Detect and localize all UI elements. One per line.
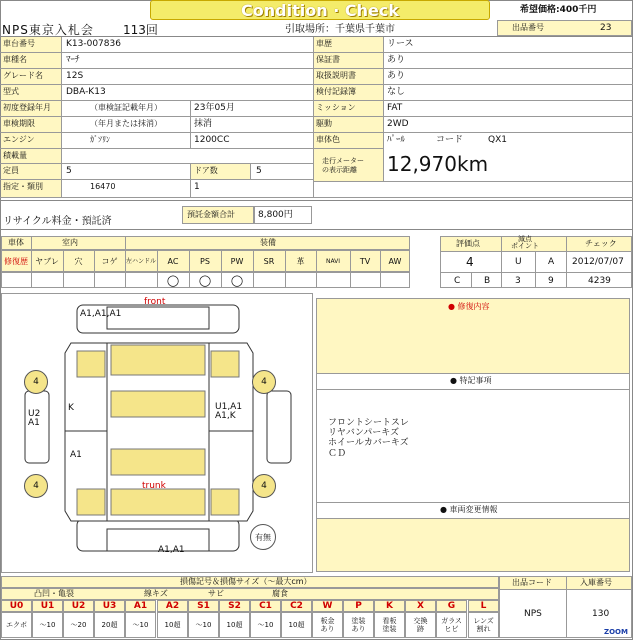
equipment-item: コゲ: [101, 256, 118, 266]
spec-label: 型式: [3, 87, 19, 96]
legend-group-scratch: 線キズ: [144, 589, 168, 598]
check-number: 4239: [588, 276, 611, 286]
spec-label: 初度登録年月: [3, 103, 51, 112]
door-value: 5: [256, 166, 262, 176]
legend-code: K: [374, 600, 405, 612]
spec-value2: 23年05月: [194, 103, 235, 113]
legend-code: U2: [63, 600, 94, 612]
equipment-item: 左ハンドル: [125, 257, 156, 265]
change-header: ● 車両変更情報: [440, 505, 498, 514]
mileage-label: 走行メーター の表示距離: [322, 157, 364, 174]
special-header: ● 特記事項: [450, 376, 492, 385]
equipment-mark: [1, 273, 31, 287]
repair-header: ● 修復内容: [448, 302, 490, 311]
zoom-link[interactable]: ZOOM: [604, 628, 628, 636]
legend-code: U3: [94, 600, 125, 612]
mark-k-left: K: [68, 403, 74, 413]
equipment-mark: ◯: [198, 273, 212, 287]
spec-right-label: 検付記録簿: [316, 87, 356, 96]
panel-rl: [77, 489, 105, 515]
spec-right-label: 車体色: [316, 135, 340, 144]
equipment-item: 革: [296, 256, 305, 266]
panel-fr: [211, 351, 239, 377]
intake-label: 入庫番号: [580, 578, 612, 587]
auction-name: NPS東京入札会: [2, 23, 94, 37]
legend-code: U1: [32, 600, 63, 612]
panel-rr: [211, 489, 239, 515]
equipment-item: PS: [200, 256, 210, 266]
recycle-label: リサイクル料金・預託済: [3, 216, 112, 227]
special-text: フロントシートスレ リヤバンパーキズ ホイールカバーキズ: [328, 418, 409, 448]
spec-label: 指定・類別: [3, 182, 43, 191]
score-9: 9: [548, 276, 554, 286]
spec-value2: 抹消: [194, 119, 213, 129]
spec-value: 12S: [66, 71, 84, 81]
price-label: 希望価格:400千円: [520, 5, 597, 15]
legend-size: 10超: [157, 612, 188, 638]
auction-session: 113回: [123, 23, 158, 37]
banner-title: Condition · Check: [241, 1, 399, 20]
color-code-label: コード: [436, 135, 464, 145]
tire-rr: 4: [252, 474, 276, 498]
check-label: チェック: [585, 239, 617, 248]
legend-size: ～20: [63, 612, 94, 638]
spec-right-label: 駆動: [316, 119, 332, 128]
legend-group-rust: サビ: [208, 589, 224, 598]
listing-number: 23: [600, 23, 612, 33]
equipment-item: TV: [359, 256, 371, 266]
equipment-mark: ◯: [230, 273, 244, 287]
legend-code: U0: [1, 600, 32, 612]
spec-value: 5: [66, 166, 72, 176]
car-front-inner: [107, 307, 209, 329]
change-content: [317, 519, 629, 571]
equipment-mark: [285, 273, 316, 287]
legend-size: 10超: [219, 612, 250, 638]
spec-value: K13-007836: [66, 39, 121, 49]
legend-size: 10超: [281, 612, 312, 638]
color-code: QX1: [488, 135, 507, 145]
mark-left-door: U2 A1: [28, 409, 41, 428]
legend-code: S2: [219, 600, 250, 612]
score-c: C: [454, 276, 461, 286]
legend-groups-bar: [1, 588, 499, 600]
legend-size: ～10: [32, 612, 63, 638]
panel-windshield: [111, 391, 205, 417]
legend-code: P: [343, 600, 374, 612]
spec-label: 積載量: [3, 151, 27, 160]
mark-a1-left: A1: [70, 450, 82, 460]
equipment-mark: [31, 273, 63, 287]
points-label: 減点 ポイント: [511, 235, 539, 250]
legend-size: 交換 跡: [405, 612, 436, 638]
equipment-item: AW: [388, 256, 402, 266]
score-3: 3: [515, 276, 521, 286]
equipment-item: NAVI: [325, 257, 341, 265]
spec-value: ｶﾞｿﾘﾝ: [90, 135, 110, 144]
repair-content: [317, 315, 629, 373]
panel-hood: [111, 345, 205, 375]
spec-value: 16470: [90, 182, 116, 191]
spec-right-label: 車歴: [316, 39, 332, 48]
mileage-value: 12,970km: [387, 152, 489, 176]
legend-code: A2: [157, 600, 188, 612]
panel-fl: [77, 351, 105, 377]
panel-trunk: [111, 489, 205, 515]
equipment-mark: ◯: [166, 273, 180, 287]
equipment-mark: [253, 273, 285, 287]
legend-size: 看板 塗装: [374, 612, 405, 638]
recycle-total: 8,800円: [258, 210, 293, 220]
check-date: 2012/07/07: [572, 257, 624, 267]
score-label: 評価点: [456, 239, 480, 248]
spec-right-label: 取扱説明書: [316, 71, 356, 80]
equipment-mark: [125, 273, 157, 287]
mark-rear: A1,A1: [158, 545, 185, 555]
score-b: B: [484, 276, 491, 286]
spec-right-value: あり: [387, 71, 406, 81]
listing-label: 出品番号: [512, 23, 544, 32]
car-right-side: [267, 391, 291, 463]
mark-front-top: A1,A1,A1: [80, 309, 122, 319]
spec-label: 車種名: [3, 55, 27, 64]
legend-group-corrosion: 腐食: [272, 589, 288, 598]
legend-title: 損傷記号＆損傷サイズ（～最大cm）: [180, 577, 312, 586]
equipment-mark: [94, 273, 125, 287]
front-label: front: [144, 297, 166, 307]
spec-label: 車台番号: [3, 39, 35, 48]
spec-right-value: なし: [387, 87, 406, 97]
equipment-item: 修復歴: [4, 256, 28, 266]
equipment-mark: [316, 273, 350, 287]
tire-fl: 4: [24, 370, 48, 394]
legend-size: レンズ 割れ: [468, 612, 499, 638]
door-label: ドア数: [194, 166, 218, 175]
equipment-mark: [63, 273, 94, 287]
trunk-label: trunk: [142, 481, 166, 491]
legend-code: X: [405, 600, 436, 612]
spec-right-label: 保証書: [316, 55, 340, 64]
spec-value: （車検証記載年月）: [90, 103, 162, 112]
legend-size: ガラス ヒビ: [436, 612, 467, 638]
equipment-item: ヤブレ: [35, 256, 59, 266]
equipment-mark: [350, 273, 380, 287]
legend-size: エクボ: [1, 612, 32, 638]
code-value: NPS: [524, 609, 542, 619]
spec-value: ﾏｰﾁ: [66, 55, 80, 65]
score-value: 4: [466, 255, 474, 269]
equipment-item: AC: [167, 256, 179, 266]
legend-size: 塗装 あり: [343, 612, 374, 638]
legend-code: L: [468, 600, 499, 612]
spec-label: 定員: [3, 166, 19, 175]
equipment-item: SR: [263, 256, 275, 266]
legend-code: A1: [125, 600, 156, 612]
intake-value: 130: [592, 609, 610, 619]
legend-code: C2: [281, 600, 312, 612]
spec-value2: 1: [194, 182, 200, 192]
spare-tire-badge: 有無: [250, 524, 276, 550]
legend-size: ～10: [250, 612, 281, 638]
code-label: 出品コード: [512, 578, 552, 587]
legend-code: C1: [250, 600, 281, 612]
spec-label: 車検期限: [3, 119, 35, 128]
panel-rear-glass: [111, 449, 205, 475]
special-cd: ＣＤ: [328, 449, 347, 459]
equipment-mark: [380, 273, 410, 287]
legend-size: ～10: [125, 612, 156, 638]
eq-header-equip: 装備: [260, 238, 276, 247]
legend-size: 板金 あり: [312, 612, 343, 638]
spec-right-value: リース: [387, 39, 414, 49]
tire-fr: 4: [252, 370, 276, 394]
score-a: A: [548, 257, 555, 267]
legend-size: 20超: [94, 612, 125, 638]
spec-right-value: FAT: [387, 103, 403, 113]
mark-right-door: U1,A1 A1,K: [215, 402, 243, 421]
equipment-item: 穴: [74, 256, 83, 266]
legend-code: S1: [188, 600, 219, 612]
equipment-item: PW: [230, 256, 244, 266]
spec-label: エンジン: [3, 135, 35, 144]
spec-right-value: あり: [387, 55, 406, 65]
spec-right-value: 2WD: [387, 119, 409, 129]
legend-size: ～10: [188, 612, 219, 638]
recycle-total-label: 預託金額合計: [187, 210, 235, 219]
pickup-location: 引取場所：千葉県千葉市: [285, 24, 395, 35]
legend-code: G: [436, 600, 467, 612]
spec-value2: 1200CC: [194, 135, 230, 145]
legend-group-dent: 凸凹・亀裂: [34, 589, 74, 598]
legend-code: W: [312, 600, 343, 612]
spec-value: （年月または抹消）: [90, 119, 162, 128]
spec-value: DBA-K13: [66, 87, 106, 97]
eq-header-body: 車体: [8, 238, 24, 247]
spec-right-value: ﾊﾟｰﾙ: [387, 135, 406, 145]
tire-rl: 4: [24, 474, 48, 498]
spec-label: グレード名: [3, 71, 43, 80]
eq-header-interior: 室内: [62, 238, 78, 247]
score-u: U: [515, 257, 522, 267]
spec-right-label: ミッション: [316, 103, 356, 112]
